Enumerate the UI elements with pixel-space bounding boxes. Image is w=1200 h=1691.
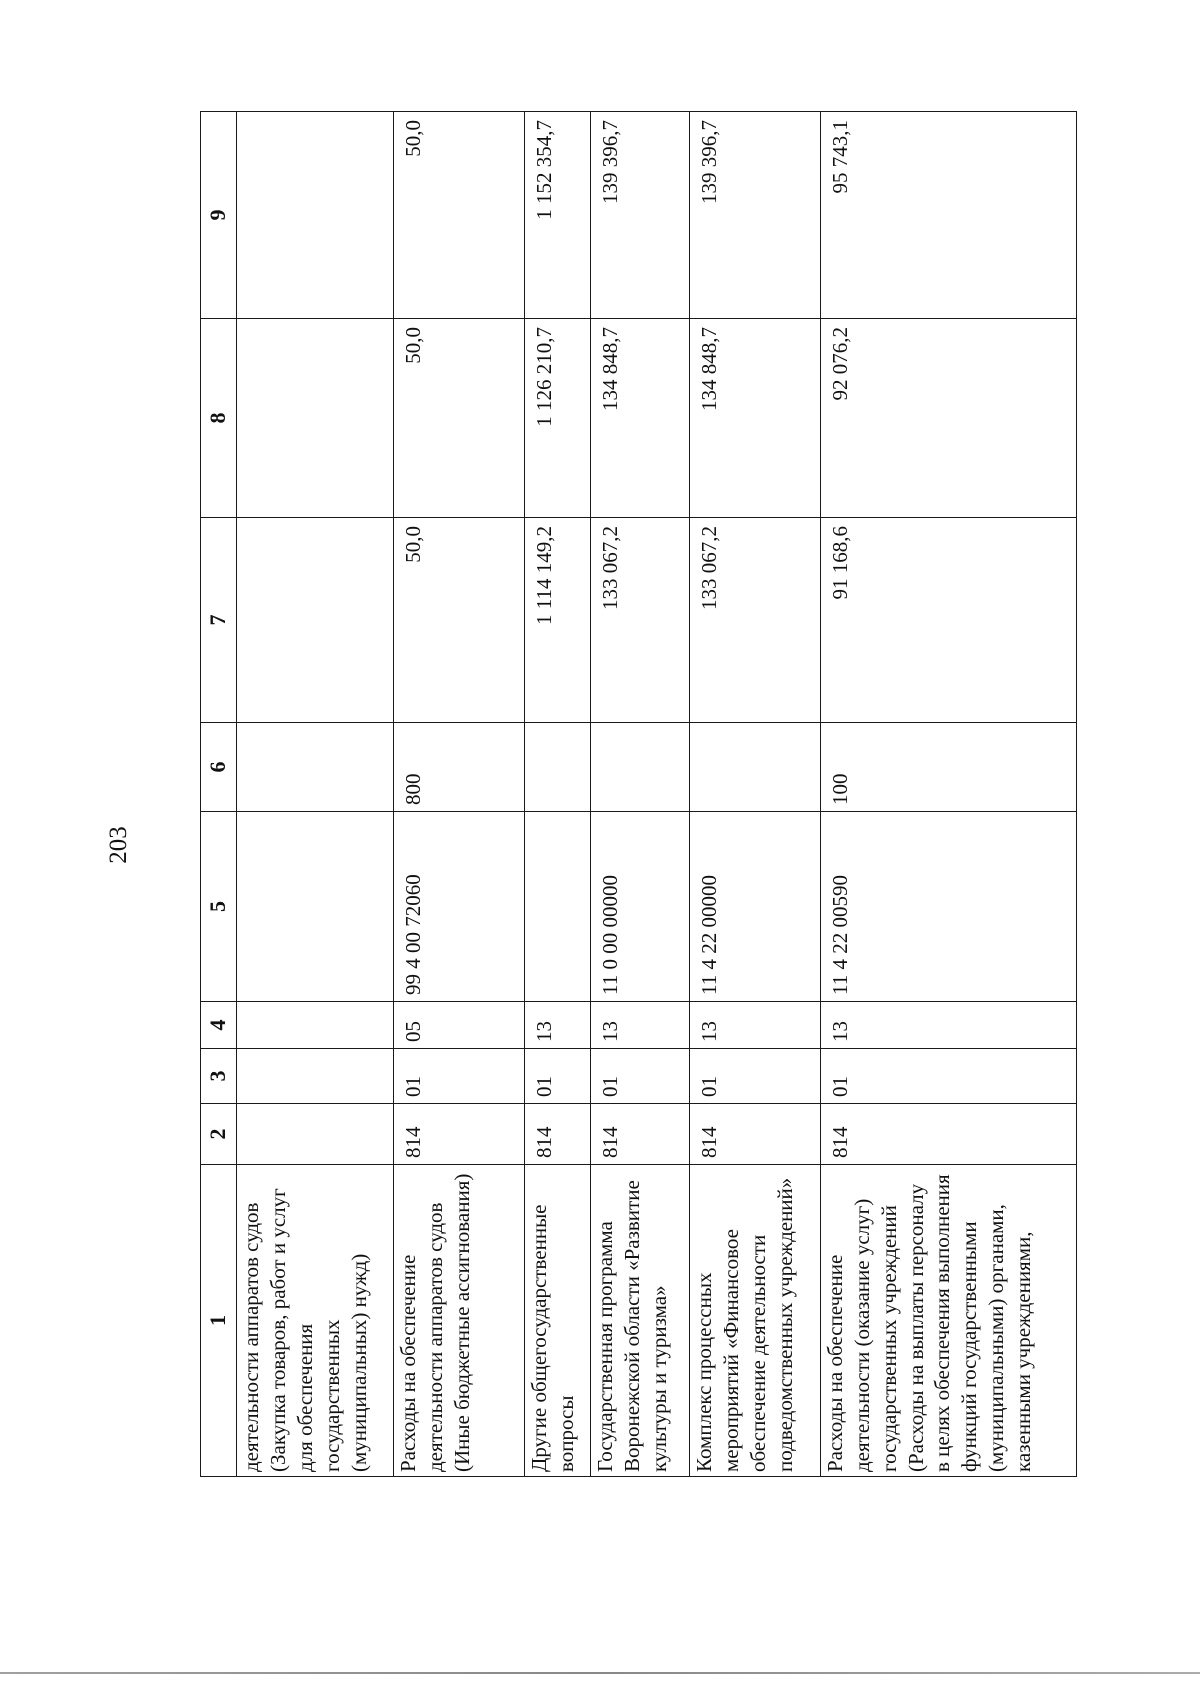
- col-header-3: 3: [201, 1049, 237, 1104]
- cell-rz: 01: [590, 1049, 689, 1104]
- row-name: деятельности аппаратов судов (Закупка товаров, работ и услуг для обеспечения государственных (муниципальных) нужд): [237, 1165, 394, 1477]
- row-name: Другие общегосударственные вопросы: [524, 1165, 590, 1477]
- cell-amount-8: 134 848,7: [689, 319, 820, 518]
- cell-vr: [590, 723, 689, 812]
- row-name: Расходы на обеспечение деятельности (оказание услуг) государственных учреждений (Расходы на выплаты персоналу в целях обеспечения выполнения функций государственными (муниципальными) органами, казенными учреждениями,: [820, 1165, 1076, 1477]
- cell-amount-7: 133 067,2: [590, 518, 689, 723]
- cell-rz: 01: [689, 1049, 820, 1104]
- cell-rz: 01: [820, 1049, 1076, 1104]
- scan-edge-line: [0, 1672, 1200, 1674]
- budget-table: [200, 111, 1077, 1477]
- page-number: 203: [105, 826, 132, 864]
- cell-csr: 11 0 00 00000: [590, 812, 689, 1002]
- cell-pr: 05: [394, 1002, 525, 1049]
- rotated-table-container: [200, 112, 1077, 1477]
- col-header-1: 1: [201, 1165, 237, 1477]
- cell-csr: 99 4 00 72060: [394, 812, 525, 1002]
- cell-amount-7: [237, 518, 394, 723]
- cell-amount-7: 133 067,2: [689, 518, 820, 723]
- cell-amount-9: 1 152 354,7: [524, 112, 590, 319]
- cell-amount-8: 50,0: [394, 319, 525, 518]
- cell-gr: 814: [590, 1104, 689, 1165]
- cell-pr: 13: [820, 1002, 1076, 1049]
- col-header-4: 4: [201, 1002, 237, 1049]
- cell-pr: [237, 1002, 394, 1049]
- cell-pr: 13: [590, 1002, 689, 1049]
- cell-amount-9: [237, 112, 394, 319]
- cell-vr: [237, 723, 394, 812]
- cell-amount-8: 92 076,2: [820, 319, 1076, 518]
- cell-amount-7: 50,0: [394, 518, 525, 723]
- header-row: [201, 112, 237, 1477]
- cell-gr: 814: [524, 1104, 590, 1165]
- cell-amount-9: 50,0: [394, 112, 525, 319]
- cell-gr: [237, 1104, 394, 1165]
- cell-amount-7: 1 114 149,2: [524, 518, 590, 723]
- row-name: Государственная программа Воронежской области «Развитие культуры и туризма»: [590, 1165, 689, 1477]
- table-row: [689, 112, 820, 1477]
- row-name: Комплекс процессных мероприятий «Финансовое обеспечение деятельности подведомственных учреждений»: [689, 1165, 820, 1477]
- cell-amount-9: 139 396,7: [689, 112, 820, 319]
- cell-csr: [524, 812, 590, 1002]
- cell-rz: 01: [524, 1049, 590, 1104]
- table-row: [524, 112, 590, 1477]
- cell-csr: 11 4 22 00000: [689, 812, 820, 1002]
- cell-rz: 01: [394, 1049, 525, 1104]
- table-row: [237, 112, 394, 1477]
- cell-gr: 814: [820, 1104, 1076, 1165]
- col-header-6: 6: [201, 723, 237, 812]
- cell-pr: 13: [689, 1002, 820, 1049]
- col-header-8: 8: [201, 319, 237, 518]
- table-row: [590, 112, 689, 1477]
- cell-amount-7: 91 168,6: [820, 518, 1076, 723]
- cell-csr: 11 4 22 00590: [820, 812, 1076, 1002]
- cell-vr: 100: [820, 723, 1076, 812]
- cell-pr: 13: [524, 1002, 590, 1049]
- cell-rz: [237, 1049, 394, 1104]
- cell-gr: 814: [394, 1104, 525, 1165]
- col-header-2: 2: [201, 1104, 237, 1165]
- cell-vr: [689, 723, 820, 812]
- cell-amount-9: 95 743,1: [820, 112, 1076, 319]
- cell-amount-8: 134 848,7: [590, 319, 689, 518]
- col-header-9: 9: [201, 112, 237, 319]
- cell-vr: [524, 723, 590, 812]
- cell-csr: [237, 812, 394, 1002]
- cell-amount-9: 139 396,7: [590, 112, 689, 319]
- col-header-7: 7: [201, 518, 237, 723]
- cell-amount-8: 1 126 210,7: [524, 319, 590, 518]
- col-header-5: 5: [201, 812, 237, 1002]
- cell-amount-8: [237, 319, 394, 518]
- cell-vr: 800: [394, 723, 525, 812]
- cell-gr: 814: [689, 1104, 820, 1165]
- table-row: [394, 112, 525, 1477]
- row-name: Расходы на обеспечение деятельности аппаратов судов (Иные бюджетные ассигнования): [394, 1165, 525, 1477]
- table-row: [820, 112, 1076, 1477]
